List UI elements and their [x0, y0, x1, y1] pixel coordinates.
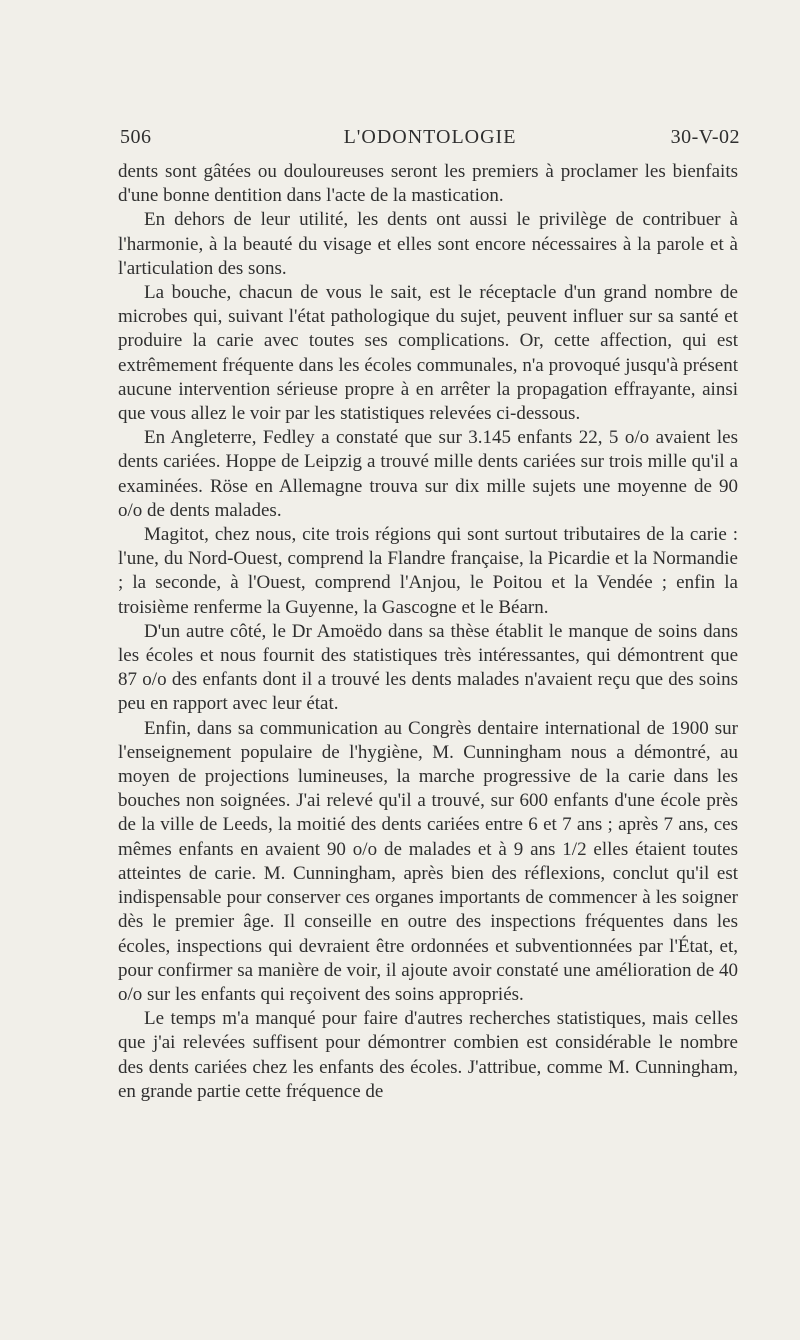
paragraph-2: En dehors de leur utilité, les dents ont aussi le privilège de contribuer à l'harmonie, à la beauté du visage et elles sont encore nécessaires à la parole et à l'articulation des sons. — [118, 209, 738, 279]
paragraph-3: La bouche, chacun de vous le sait, est le réceptacle d'un grand nombre de microbes qui, suivant l'état pathologique du sujet, peuvent influer sur sa santé et produire la carie avec toutes ses complications. Or, cette affection, qui est extrêmement fréquente dans les écoles communales, n'a provoqué jusqu'à présent aucune intervention sérieuse propre à en arrêter la propagation effrayante, ainsi que vous allez le voir par les statistiques relevées ci-dessous. — [118, 282, 738, 425]
paragraph-1: dents sont gâtées ou douloureuses seront les premiers à proclamer les bienfaits d'une bonne dentition dans l'acte de la mastication. — [118, 161, 738, 207]
paragraph-4: En Angleterre, Fedley a constaté que sur 3.145 enfants 22, 5 o/o avaient les dents cariées. Hoppe de Leipzig a trouvé mille dents cariées sur trois mille qu'il a examinées. Röse en Allemagne trouva sur dix mille sujets une moyenne de 90 o/o de dents malades. — [118, 427, 738, 521]
running-title: L'ODONTOLOGIE — [343, 126, 517, 148]
paragraph-6: D'un autre côté, le Dr Amoëdo dans sa thèse établit le manque de soins dans les écoles et nous fournit des statistiques très intéressantes, qui démontrent que 87 o/o des enfants dont il a trouvé les dents malades n'avaient reçu que des soins peu en rapport avec leur état. — [118, 620, 738, 715]
issue-date: 30-V-02 — [670, 126, 740, 148]
running-header — [120, 126, 740, 156]
article-body — [118, 160, 738, 1104]
page-number: 506 — [120, 126, 152, 148]
paragraph-8: Le temps m'a manqué pour faire d'autres recherches statistiques, mais celles que j'ai relevées suffisent pour démontrer combien est considérable le nombre des dents cariées chez les enfants des écoles. J'attribue, comme M. Cunningham, en grande partie cette fréquence de — [118, 1008, 738, 1102]
paragraph-7: Enfin, dans sa communication au Congrès dentaire international de 1900 sur l'enseignement populaire de l'hygiène, M. Cunningham nous a démontré, au moyen de projections lumineuses, la marche progressive de la carie dans les bouches non soignées. J'ai relevé qu'il a trouvé, sur 600 enfants d'une école près de la ville de Leeds, la moitié des dents cariées entre 6 et 7 ans ; après 7 ans, ces mêmes enfants en avaient 90 o/o de malades et à 9 ans 1/2 elles étaient toutes atteintes de carie. M. Cunningham, après bien des réflexions, conclut qu'il est indispensable pour conserver ces organes importants de commencer à les soigner dès le premier âge. Il conseille en outre des inspections fréquentes dans les écoles, inspections qui devraient être ordonnées et subventionnées par l'État, et, pour confirmer sa manière de voir, il ajoute avoir constaté une amélioration de 40 o/o sur les enfants qui reçoivent des soins appropriés. — [118, 717, 738, 1005]
paragraph-5: Magitot, chez nous, cite trois régions qui sont surtout tributaires de la carie : l'une, du Nord-Ouest, comprend la Flandre française, la Picardie et la Normandie ; la seconde, à l'Ouest, comprend l'Anjou, le Poitou et la Vendée ; enfin la troisième renferme la Guyenne, la Gascogne et le Béarn. — [118, 524, 738, 618]
